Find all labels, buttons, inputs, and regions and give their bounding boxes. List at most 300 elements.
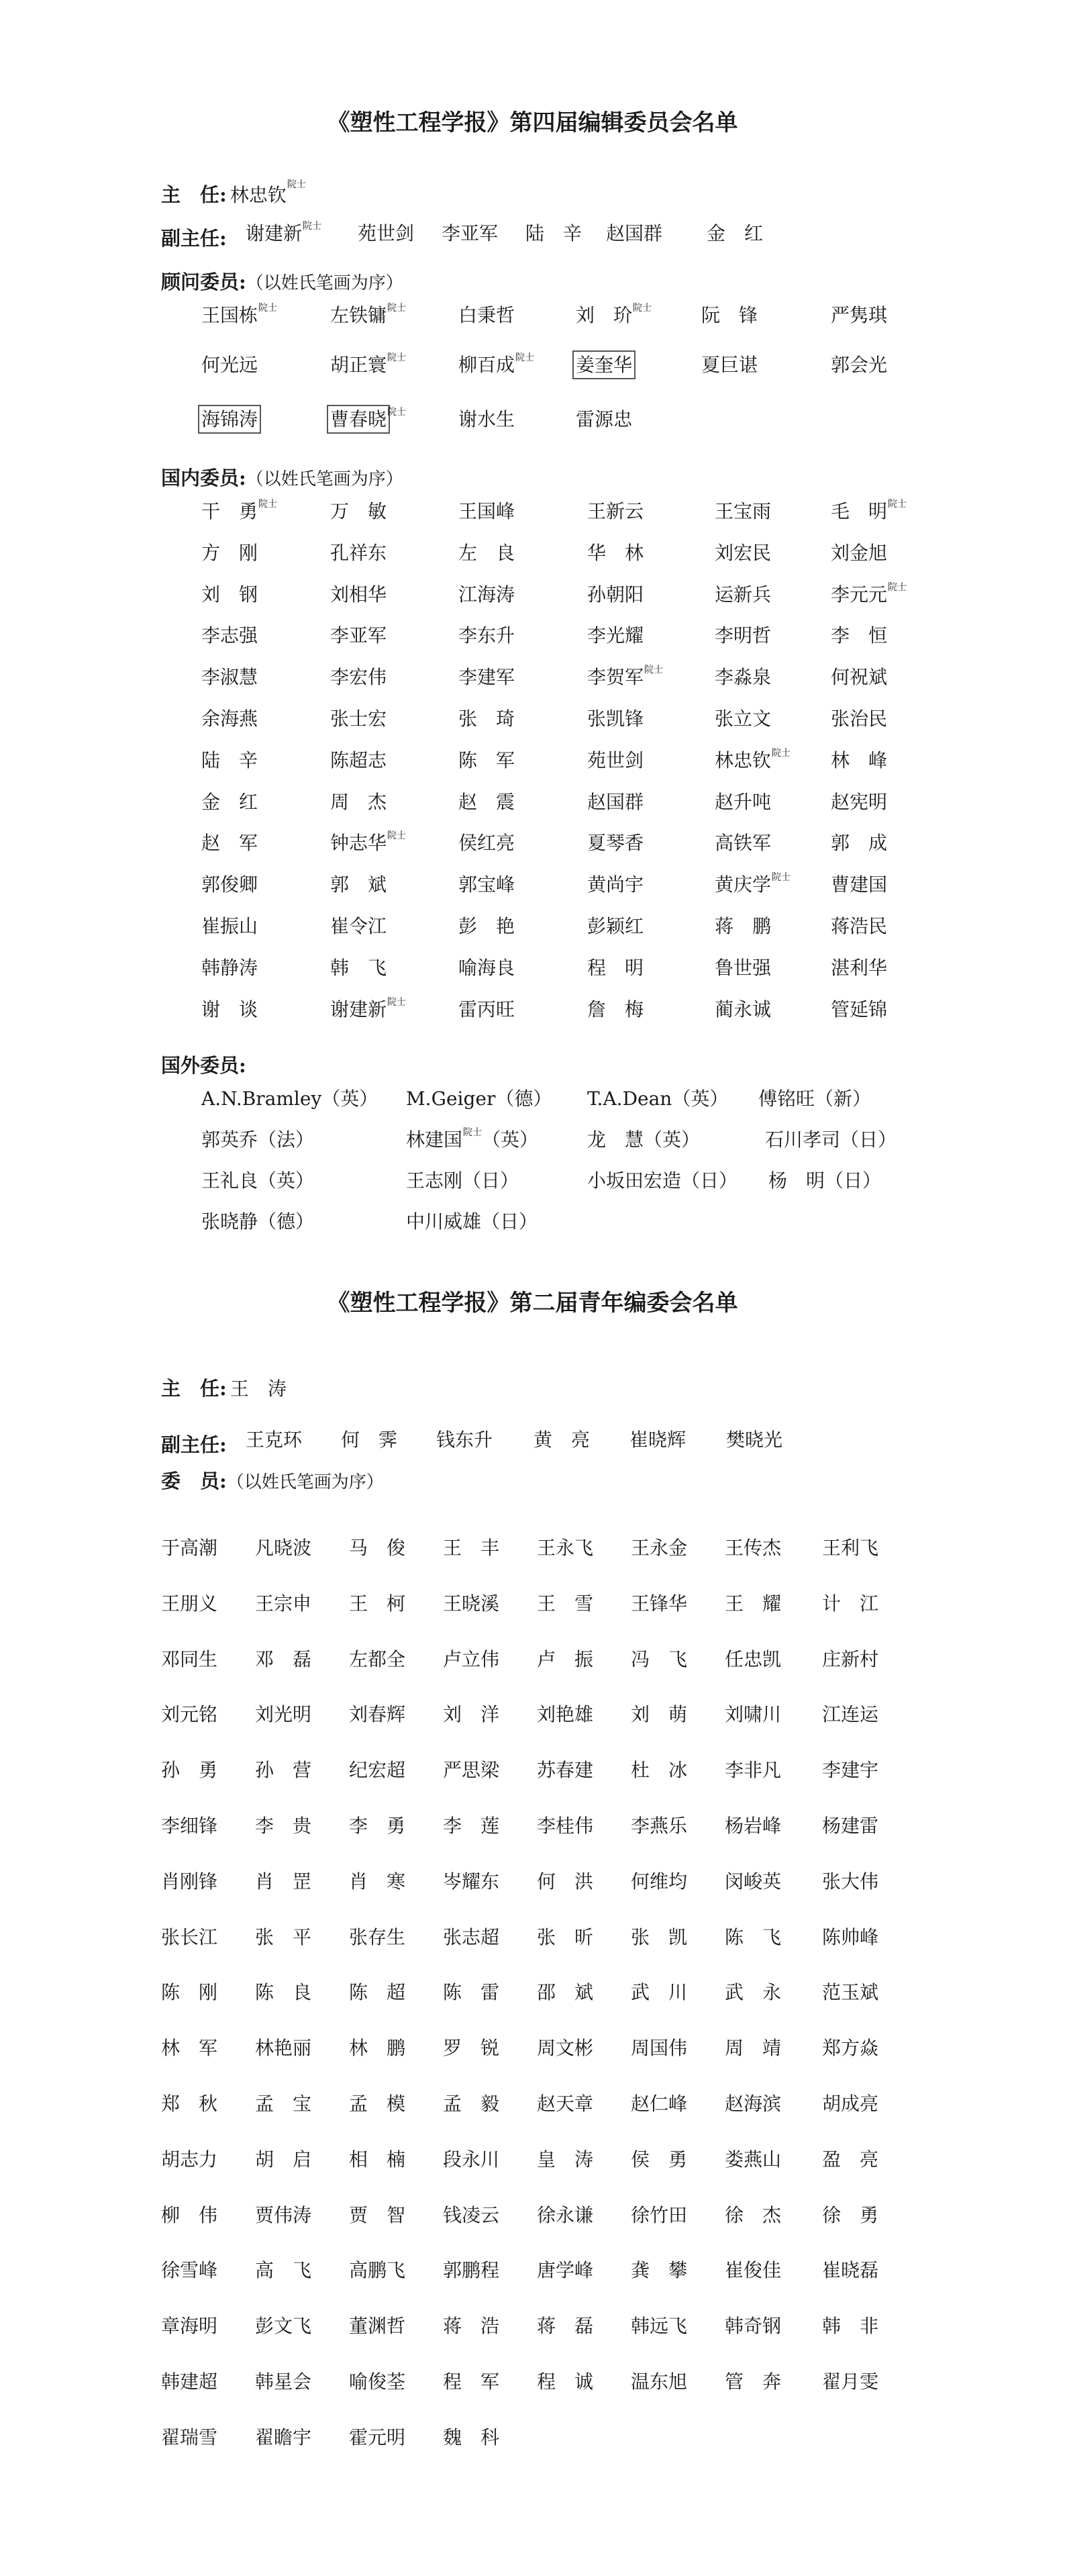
domestic-item-name: 赵宪明 (831, 790, 888, 813)
domestic-item (458, 585, 515, 604)
youth-member-item: 闵峻英 (725, 1870, 782, 1893)
domestic-item (831, 1000, 887, 1019)
youth-member-item: 钱凌云 (443, 2203, 500, 2226)
domestic-item-name: 李明哲 (715, 624, 772, 647)
domestic-item (330, 710, 387, 728)
youth-member-item: 林艳丽 (255, 2037, 312, 2060)
domestic-item-name: 韩 飞 (330, 956, 387, 979)
youth-member-item: 肖 罡 (255, 1870, 312, 1893)
youth-deputy-label-row (161, 1430, 227, 1458)
domestic-item-name: 孙朝阳 (587, 583, 644, 606)
domestic-item-name: 鲁世强 (715, 956, 772, 979)
advisor-item (330, 352, 407, 376)
domestic-item (330, 668, 387, 687)
youth-member-item: 韩星会 (255, 2371, 312, 2393)
domestic-item (831, 626, 887, 645)
domestic-item-name: 蒋浩民 (831, 915, 888, 937)
domestic-item (458, 668, 515, 687)
youth-member-item: 赵仁峰 (631, 2093, 688, 2115)
youth-members-label: 委 员: (161, 1470, 227, 1492)
youth-member-item: 计 江 (822, 1592, 879, 1615)
domestic-item-name: 陆 辛 (201, 749, 258, 771)
domestic-item-name: 李淑慧 (201, 666, 258, 689)
domestic-item (715, 502, 771, 521)
youth-member-item: 陈帅峰 (822, 1925, 879, 1948)
youth-member-item: 蒋 浩 (443, 2315, 500, 2338)
youth-member-item: 徐 杰 (725, 2203, 782, 2226)
youth-member-item: 左都全 (349, 1648, 406, 1670)
youth-member-item: 盈 亮 (822, 2148, 879, 2170)
foreign-item-name: T.A.Dean（英） (587, 1088, 729, 1110)
domestic-item-name: 华 林 (587, 541, 644, 564)
youth-member-item: 林 军 (161, 2037, 218, 2060)
domestic-item (201, 1000, 258, 1019)
youth-member-item: 张大伟 (822, 1870, 879, 1893)
youth-member-item: 王传杰 (725, 1537, 782, 1559)
domestic-item (715, 1000, 771, 1019)
domestic-item-name: 孔祥东 (330, 541, 387, 564)
domestic-item (330, 541, 387, 564)
youth-member-item: 刘 萌 (631, 1703, 688, 1726)
domestic-item-badge: 院士 (258, 499, 278, 510)
domestic-item-name: 李贺军 (587, 666, 644, 689)
youth-member-item: 张 凯 (631, 1925, 688, 1948)
youth-member-item: 严思梁 (443, 1759, 500, 1782)
youth-member-item: 侯 勇 (631, 2148, 688, 2170)
foreign-item (587, 1131, 700, 1149)
youth-member-item: 陈 超 (349, 1981, 406, 2004)
domestic-item-name: 李志强 (201, 624, 258, 647)
domestic-item-name: 程 明 (587, 956, 644, 979)
advisor-item (701, 306, 758, 325)
youth-member-item: 肖刚锋 (161, 1870, 218, 1893)
domestic-item-name: 刘 钢 (201, 583, 258, 606)
foreign-item-name: 王志刚（日） (406, 1170, 519, 1192)
youth-member-item: 王利飞 (822, 1537, 879, 1559)
youth-member-item: 陈 良 (255, 1981, 312, 2004)
youth-member-item: 王 柯 (349, 1592, 406, 1615)
domestic-item (330, 626, 387, 645)
youth-member-item: 龚 攀 (631, 2259, 688, 2282)
domestic-item-name: 江海涛 (458, 583, 515, 606)
foreign-item-name: 王礼良（英） (201, 1170, 315, 1192)
youth-member-item: 翟月雯 (822, 2371, 879, 2393)
youth-member-item: 江连运 (822, 1703, 879, 1726)
foreign-item (201, 1212, 314, 1231)
youth-deputy-item: 崔晓辉 (629, 1429, 687, 1451)
youth-member-item: 杨建雷 (822, 1815, 879, 1837)
youth-director-label: 主 任: (161, 1377, 227, 1400)
youth-director-name: 王 涛 (230, 1378, 287, 1400)
domestic-item-name: 张治民 (831, 708, 888, 730)
youth-member-item: 杨岩峰 (725, 1815, 782, 1837)
youth-member-item: 李 勇 (349, 1815, 406, 1837)
domestic-item-name: 刘宏民 (715, 541, 772, 564)
advisor-item (831, 306, 887, 325)
youth-member-item: 李 莲 (443, 1815, 500, 1837)
youth-member-item: 徐 勇 (822, 2203, 879, 2226)
youth-members-note: （以姓氏笔画为序） (226, 1472, 384, 1492)
domestic-item-name: 谢建新 (330, 998, 387, 1020)
youth-member-item: 刘元铭 (161, 1703, 218, 1726)
domestic-item (201, 541, 258, 564)
domestic-item-name: 赵 震 (458, 790, 515, 813)
youth-member-item: 刘啸川 (725, 1703, 782, 1726)
deputy-item-name: 苑世剑 (358, 222, 415, 244)
domestic-item (458, 710, 515, 728)
youth-member-item: 李 贵 (255, 1815, 312, 1837)
youth-member-item: 贾伟涛 (255, 2203, 312, 2226)
domestic-item (458, 834, 515, 853)
advisor-item-name: 姜奎华 (576, 354, 633, 376)
domestic-item-name: 雷丙旺 (458, 998, 515, 1020)
youth-member-item: 蒋 磊 (537, 2315, 594, 2338)
editorial-title: 《塑性工程学报》第四届编辑委员会名单 (327, 109, 738, 136)
domestic-item-name: 陈超志 (330, 749, 387, 771)
domestic-item-name: 王宝雨 (715, 500, 772, 522)
domestic-item-name: 黄庆学 (715, 873, 772, 896)
domestic-item (715, 585, 771, 604)
advisors-label: 顾问委员: (161, 271, 246, 293)
youth-member-item: 李燕乐 (631, 1815, 688, 1837)
domestic-item-name: 周 杰 (330, 790, 387, 813)
youth-member-item: 郑 秋 (161, 2093, 218, 2115)
domestic-item (831, 956, 888, 979)
advisor-item-name: 曹春晓 (330, 408, 387, 430)
foreign-item-name: 林建国 (406, 1129, 463, 1151)
domestic-item-name: 何祝斌 (831, 666, 888, 689)
youth-deputy-item: 钱东升 (436, 1429, 493, 1451)
advisor-item-name: 郭会光 (831, 354, 888, 376)
domestic-item-name: 李建军 (458, 666, 515, 689)
advisor-item-name: 海锦涛 (201, 408, 258, 430)
domestic-item-name: 郭 成 (831, 832, 888, 855)
advisor-item (201, 410, 258, 429)
youth-member-item: 韩 非 (822, 2315, 879, 2338)
domestic-item-name: 余海燕 (201, 708, 258, 730)
domestic-item (458, 790, 515, 813)
advisor-item-name: 柳百成 (458, 354, 515, 376)
director-label: 主 任: (161, 183, 227, 206)
youth-member-item: 刘春辉 (349, 1703, 406, 1726)
domestic-item-badge: 院士 (888, 581, 907, 593)
advisor-item-name: 左铁镛 (330, 304, 387, 326)
youth-member-item: 邓同生 (161, 1648, 218, 1670)
foreign-item (201, 1090, 378, 1108)
domestic-item (330, 956, 387, 979)
domestic-item (330, 751, 387, 770)
domestic-item (587, 1000, 644, 1019)
youth-member-item: 胡成亮 (822, 2093, 879, 2115)
domestic-item-name: 夏琴香 (587, 832, 644, 855)
youth-member-item: 孙 勇 (161, 1759, 218, 1782)
deputy-item (707, 224, 763, 243)
domestic-item (330, 996, 407, 1020)
domestic-item (715, 790, 772, 813)
domestic-item (201, 626, 258, 645)
domestic-item (330, 502, 387, 521)
domestic-item (201, 710, 258, 728)
foreign-item (765, 1131, 897, 1149)
foreign-item (406, 1212, 538, 1231)
youth-member-item: 王永飞 (537, 1537, 594, 1559)
domestic-item (715, 668, 771, 687)
youth-member-item: 赵海滨 (725, 2093, 782, 2115)
domestic-item (201, 790, 258, 813)
youth-member-item: 程 诚 (537, 2371, 594, 2393)
youth-member-item: 赵天章 (537, 2093, 594, 2115)
domestic-heading (161, 463, 403, 491)
advisor-item-name: 白秉哲 (458, 304, 515, 326)
domestic-item-name: 李东升 (458, 624, 515, 647)
domestic-item (715, 917, 771, 936)
deputy-item (246, 221, 322, 244)
advisor-item-name: 何光远 (201, 354, 258, 376)
youth-member-item: 邵 斌 (537, 1981, 594, 2004)
advisor-item (201, 356, 258, 375)
domestic-item-name: 侯红亮 (458, 832, 515, 855)
foreign-item (768, 1172, 881, 1190)
domestic-item-name: 崔令江 (330, 915, 387, 937)
advisor-item-badge: 院士 (387, 407, 407, 418)
youth-title: 《塑性工程学报》第二届青年编委会名单 (327, 1290, 738, 1317)
youth-member-item: 崔俊佳 (725, 2259, 782, 2282)
domestic-item-name: 苑世剑 (587, 749, 644, 771)
domestic-item-badge: 院士 (387, 996, 407, 1008)
advisor-item (330, 407, 407, 430)
domestic-item-name: 左 良 (458, 541, 515, 564)
domestic-item-name: 李宏伟 (330, 666, 387, 689)
domestic-item (458, 502, 515, 521)
youth-member-item: 温东旭 (631, 2371, 688, 2393)
youth-member-item: 管 奔 (725, 2371, 782, 2393)
domestic-item-name: 管延锦 (831, 998, 888, 1020)
youth-deputy-item: 何 霁 (341, 1429, 398, 1451)
foreign-heading (161, 1051, 246, 1078)
foreign-item-name: 杨 明（日） (768, 1170, 882, 1192)
youth-member-item: 马 俊 (349, 1537, 406, 1559)
deputy-item-name: 陆 辛 (525, 222, 582, 244)
domestic-item-name: 喻海良 (458, 956, 515, 979)
domestic-item (201, 875, 258, 894)
domestic-item (587, 626, 644, 645)
domestic-item (587, 834, 644, 853)
youth-member-item: 冯 飞 (631, 1648, 688, 1670)
domestic-item-name: 张立文 (715, 708, 772, 730)
domestic-item-name: 谢 谈 (201, 998, 258, 1020)
youth-member-item: 程 军 (443, 2371, 500, 2393)
youth-member-item: 皇 涛 (537, 2148, 594, 2170)
domestic-item-name: 郭 斌 (330, 873, 387, 896)
foreign-item (201, 1172, 314, 1190)
domestic-item (201, 917, 258, 936)
youth-member-item: 孙 营 (255, 1759, 312, 1782)
advisor-item-name: 胡正寰 (330, 354, 387, 376)
domestic-item (715, 541, 772, 564)
youth-member-item: 卢 振 (537, 1648, 594, 1670)
domestic-item (201, 585, 258, 604)
domestic-item (587, 502, 644, 521)
domestic-item-name: 蒋 鹏 (715, 915, 772, 937)
advisor-item (458, 352, 535, 376)
domestic-item (715, 872, 791, 896)
domestic-item (458, 751, 515, 770)
domestic-item-name: 黄尚宇 (587, 873, 644, 896)
domestic-item-name: 王国峰 (458, 500, 515, 522)
domestic-item-name: 张凯锋 (587, 708, 644, 730)
foreign-item (758, 1090, 871, 1108)
youth-member-item: 武 川 (631, 1981, 688, 2004)
youth-member-item: 孟 模 (349, 2093, 406, 2115)
advisor-item (576, 410, 632, 429)
domestic-item (587, 956, 644, 979)
domestic-item-name: 王新云 (587, 500, 644, 522)
youth-member-item: 韩建超 (161, 2371, 218, 2393)
domestic-item (831, 790, 888, 813)
domestic-item-badge: 院士 (644, 665, 664, 676)
domestic-item (715, 747, 791, 771)
youth-member-item: 张长江 (161, 1925, 218, 1948)
domestic-item (330, 790, 387, 813)
domestic-item (458, 541, 515, 564)
domestic-item-name: 林忠钦 (715, 749, 772, 771)
domestic-item (831, 875, 887, 894)
youth-member-item: 肖 寒 (349, 1870, 406, 1893)
deputy-item-name: 金 红 (707, 222, 764, 244)
youth-deputy-item: 王克环 (246, 1429, 303, 1451)
youth-member-item: 徐雪峰 (161, 2259, 218, 2282)
youth-member-item: 郑方焱 (822, 2037, 879, 2060)
deputy-item (442, 224, 498, 243)
foreign-item-name: 小坂田宏造（日） (587, 1170, 738, 1192)
domestic-item-name: 李光耀 (587, 624, 644, 647)
youth-member-item: 陈 雷 (443, 1981, 500, 2004)
domestic-item-name: 高铁军 (715, 832, 772, 855)
deputy-item-badge: 院士 (303, 221, 322, 232)
youth-member-item: 林 鹏 (349, 2037, 406, 2060)
domestic-item (715, 710, 771, 728)
domestic-item (831, 499, 907, 522)
youth-member-item: 罗 锐 (443, 2037, 500, 2060)
domestic-item (458, 956, 515, 979)
domestic-item-badge: 院士 (772, 747, 791, 759)
deputy-label: 副主任: (161, 227, 227, 250)
domestic-item-name: 李 恒 (831, 624, 888, 647)
domestic-item-name: 赵 军 (201, 832, 258, 855)
youth-member-item: 孟 毅 (443, 2093, 500, 2115)
youth-member-item: 张 昕 (537, 1925, 594, 1948)
foreign-item (587, 1172, 738, 1190)
domestic-item-name: 郭俊卿 (201, 873, 258, 896)
domestic-item-name: 林 峰 (831, 749, 888, 771)
youth-member-item: 喻俊荃 (349, 2371, 406, 2393)
domestic-item-name: 彭颖红 (587, 915, 644, 937)
youth-member-item: 李建宇 (822, 1759, 879, 1782)
domestic-item-name: 运新兵 (715, 583, 772, 606)
advisors-heading (161, 267, 403, 295)
advisor-item (201, 303, 278, 326)
youth-member-item: 徐竹田 (631, 2203, 688, 2226)
foreign-item (406, 1090, 552, 1108)
youth-member-item: 翟瑞雪 (161, 2426, 218, 2448)
advisor-item-name: 雷源忠 (576, 408, 633, 430)
domestic-item-name: 张 琦 (458, 708, 515, 730)
domestic-item-name: 赵升吨 (715, 790, 772, 813)
foreign-item-name: 龙 慧（英） (587, 1129, 701, 1151)
youth-member-item: 李桂伟 (537, 1815, 594, 1837)
youth-member-item: 周国伟 (631, 2037, 688, 2060)
youth-member-item: 任忠凯 (725, 1648, 782, 1670)
youth-member-item: 魏 科 (443, 2426, 500, 2448)
domestic-item (831, 834, 887, 853)
youth-member-item: 高 飞 (255, 2259, 312, 2282)
youth-member-item: 范玉斌 (822, 1981, 879, 2004)
foreign-item (406, 1127, 539, 1151)
domestic-item (201, 668, 258, 687)
youth-member-item: 王永金 (631, 1537, 688, 1559)
domestic-item-name: 曹建国 (831, 873, 888, 896)
youth-member-item: 王 耀 (725, 1592, 782, 1615)
domestic-item (587, 790, 644, 813)
foreign-item-name: 张晓静（德） (201, 1210, 315, 1233)
deputy-item (606, 224, 662, 243)
youth-member-item: 李细锋 (161, 1815, 218, 1837)
deputy-row (161, 224, 227, 251)
domestic-item (587, 665, 664, 689)
domestic-item (831, 710, 887, 728)
youth-member-item: 章海明 (161, 2315, 218, 2338)
domestic-item (458, 1000, 515, 1019)
advisor-item-badge: 院士 (515, 352, 535, 363)
advisor-item-name: 王国栋 (201, 304, 258, 326)
domestic-item-name: 干 勇 (201, 500, 258, 522)
foreign-item-name: 傅铭旺（新） (758, 1088, 872, 1110)
domestic-item (458, 917, 515, 936)
domestic-note: （以姓氏笔画为序） (246, 469, 403, 489)
youth-member-item: 贾 智 (349, 2203, 406, 2226)
domestic-item (330, 917, 387, 936)
advisor-item-badge: 院士 (633, 303, 652, 314)
advisors-note: （以姓氏笔画为序） (246, 273, 403, 293)
youth-member-item: 王锋华 (631, 1592, 688, 1615)
advisor-item-name: 阮 锋 (701, 304, 758, 326)
domestic-item (587, 917, 644, 936)
youth-member-item: 何 洪 (537, 1870, 594, 1893)
youth-member-item: 周文彬 (537, 2037, 594, 2060)
domestic-item (715, 834, 771, 853)
foreign-item-name: 郭英乔（法） (201, 1129, 315, 1151)
domestic-item (831, 917, 887, 936)
domestic-label: 国内委员: (161, 467, 246, 489)
foreign-item-name: 石川孝司（日） (765, 1129, 897, 1151)
domestic-item-name: 陈 军 (458, 749, 515, 771)
advisor-item (831, 356, 887, 375)
domestic-item-name: 毛 明 (831, 500, 888, 522)
youth-member-item: 张志超 (443, 1925, 500, 1948)
domestic-item (831, 668, 887, 687)
domestic-item-name: 刘金旭 (831, 541, 888, 564)
youth-member-item: 王朋义 (161, 1592, 218, 1615)
advisor-item-badge: 院士 (387, 303, 407, 314)
youth-member-item: 段永川 (443, 2148, 500, 2170)
youth-member-item: 刘 洋 (443, 1703, 500, 1726)
domestic-item (330, 830, 407, 855)
youth-member-item: 陈 刚 (161, 1981, 218, 2004)
domestic-item-name: 张士宏 (330, 708, 387, 730)
youth-member-item: 霍元明 (349, 2426, 406, 2448)
advisor-item-badge: 院士 (387, 352, 407, 363)
advisor-item (330, 303, 407, 326)
